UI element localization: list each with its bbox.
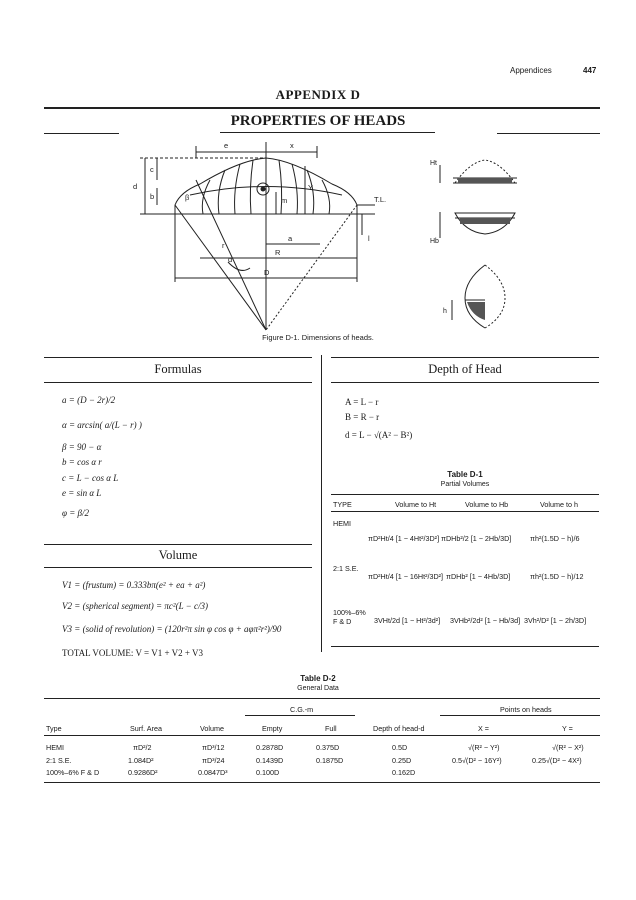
d2-cell: 0.25D [392,756,412,765]
d2-cell: 0.1439D [256,756,284,765]
volume-v1: V1 = (frustum) = 0.333bπ(e² + ea + a²) [62,580,206,590]
d2-cell: 0.1875D [316,756,344,765]
label-d: d [133,182,138,191]
d2-header-x: X = [478,724,489,733]
d1-row1-ht: πD²Ht/4 [1 − 4Ht²/3D²] [368,534,440,543]
page-number: 447 [583,66,597,75]
volume-v3: V3 = (solid of revolution) = (120r²π sin φ cos φ + aφπ²r²)/90 [62,624,282,634]
d2-cell: HEMI [46,743,64,752]
d1-row3-type: 100%–6% F & D [333,608,366,626]
formulas-rule-top [44,357,312,358]
formula-alpha: α = arcsin( a/(L − r) ) [62,420,142,430]
depth-b: B = R − r [345,412,380,422]
table-d1-subtitle: Partial Volumes [440,481,490,488]
d2-cell: πD³/12 [202,743,225,752]
d1-row2-ht: πD²Ht/4 [1 − 16Ht²/3D²] [368,572,444,581]
d2-cell: 0.162D [392,768,416,777]
d2-group-points-rule [440,715,600,716]
d1-row3-hb: 3VHb²/2d² [1 − Hb/3d] [450,616,521,625]
label-r-big: R [275,248,281,257]
d2-header-full: Full [325,724,337,733]
d1-row2-hb: πDHb² [1 − 4Hb/3D] [446,572,511,581]
table-d2-rule-top [44,698,600,699]
d2-cell: 0.2878D [256,743,284,752]
label-r-small: r [222,241,225,250]
d1-row2-type: 2:1 S.E. [333,564,359,573]
d2-cell: 1.084D² [128,756,154,765]
d2-cell: 0.25√(D² − 4X²) [532,756,582,765]
d2-cell: 100%–6% F & D [46,768,100,777]
d2-group-points: Points on heads [500,705,552,714]
d1-row2-h: πh²(1.5D − h)/12 [530,572,584,581]
d2-cell: 0.375D [316,743,340,752]
table-d2-rule-bottom [44,782,600,783]
d1-header-ht: Volume to Ht [395,500,437,509]
d2-cell: √(R² − Y²) [468,743,500,752]
formula-b: b = cos α r [62,457,102,467]
volume-title: Volume [158,548,198,562]
d2-cell: πD³/24 [202,756,225,765]
table-d2-title: Table D-2 [300,674,336,683]
formula-phi: φ = β/2 [62,508,90,518]
formula-a: a = (D − 2r)/2 [62,395,116,405]
table-d1-title: Table D-1 [447,470,483,479]
volume-total: TOTAL VOLUME: V = V1 + V2 + V3 [62,648,204,658]
table-d2-subtitle: General Data [297,685,339,692]
table-d1-rule-bottom [331,646,599,647]
main-title: PROPERTIES OF HEADS [230,113,406,129]
d1-row3-ht: 3VHt/2d [1 − Ht²/3d²] [374,616,441,625]
label-e: e [224,141,229,150]
depth-rule-top [331,357,599,358]
label-c: c [150,165,154,174]
d2-group-cg-rule [245,715,355,716]
formulas-title: Formulas [154,362,202,376]
table-d1-rule-mid [331,511,599,512]
d2-cell: 0.5D [392,743,408,752]
d2-cell: 0.100D [256,768,280,777]
depth-a: A = L − r [345,397,379,407]
d2-cell: √(R² − X²) [552,743,584,752]
column-divider [321,355,322,652]
label-a: a [288,234,293,243]
volume-rule-bottom [44,567,312,568]
label-alpha: α [228,255,233,264]
d1-row1-hb: πDHb²/2 [1 − 2Hb/3D] [441,534,512,543]
heads-diagram [0,0,636,345]
volume-v2: V2 = (spherical segment) = πc²(L − c/3) [62,601,208,611]
d1-row1-h: πh²(1.5D − h)/6 [530,534,580,543]
d2-group-cg: C.G.-m [290,705,314,714]
depth-title: Depth of Head [428,362,502,376]
figure-caption: Figure D-1. Dimensions of heads. [262,333,374,342]
section-name: Appendices [510,66,552,75]
d1-header-h: Volume to h [540,500,578,509]
label-l: l [368,234,370,243]
d1-row1-type: HEMI [333,519,351,528]
d2-cell: 0.0847D³ [198,768,228,777]
d2-cell: 0.9286D² [128,768,158,777]
label-h: h [443,308,447,315]
table-d1-rule-top [331,494,599,495]
formula-e: e = sin α L [62,488,102,498]
table-d2-rule-mid [44,735,600,736]
volume-rule-top [44,544,312,545]
d2-cell: 0.5√(D² − 16Y²) [452,756,502,765]
label-b: b [150,192,155,201]
label-m: m [281,196,288,205]
d1-row3-h: 3Vh²/D² [1 − 2h/3D] [524,616,587,625]
label-ht: Ht [430,160,437,167]
appendix-title: APPENDIX D [275,87,361,102]
d2-header-y: Y = [562,724,573,733]
d1-header-hb: Volume to Hb [465,500,509,509]
label-x: x [290,141,294,150]
label-tl: T.L. [374,195,387,204]
label-y: Y [308,183,314,192]
d2-header-volume: Volume [200,724,224,733]
depth-rule-bottom [331,382,599,383]
formulas-rule-bottom [44,382,312,383]
d2-header-area: Surf. Area [130,724,162,733]
formula-beta: β = 90 − α [62,442,102,452]
formula-c: c = L − cos α L [62,473,119,483]
d2-header-type: Type [46,724,62,733]
label-d-big: D [264,268,270,277]
label-hb: Hb [430,238,439,245]
d2-header-depth: Depth of head-d [373,724,425,733]
d2-cell: 2:1 S.E. [46,756,72,765]
depth-d: d = L − √(A² − B²) [345,430,413,440]
d2-header-empty: Empty [262,724,283,733]
d1-header-type: TYPE [333,500,352,509]
d2-cell: πD²/2 [133,743,152,752]
label-beta: β [185,193,190,202]
